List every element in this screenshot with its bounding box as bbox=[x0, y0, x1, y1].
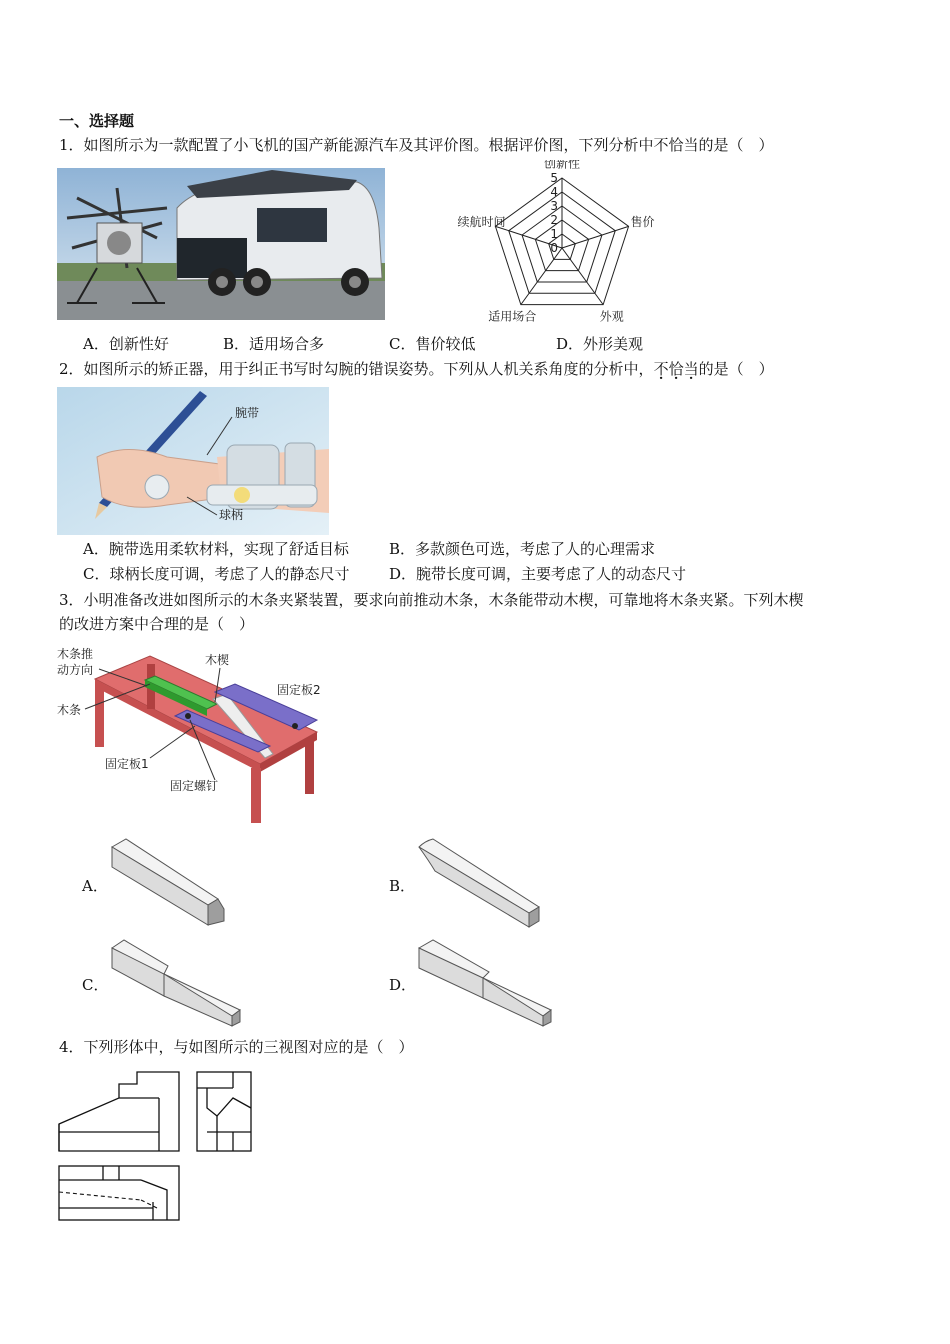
q1-option-a[interactable]: A．创新性好 bbox=[83, 335, 169, 353]
q2-option-c[interactable]: C．球柄长度可调，考虑了人的静态尺寸 bbox=[83, 565, 350, 583]
q3-label-plate-1: 固定板1 bbox=[105, 757, 149, 771]
radar-axis-label: 创新性 bbox=[543, 160, 581, 171]
radar-axis-label: 续航时间 bbox=[457, 214, 506, 229]
q2-stem-pre: 2．如图所示的矫正器，用于纠正书写时勾腕的错误姿势。下列从人机关系角度的分析中， bbox=[59, 360, 654, 378]
three-view-drawing bbox=[57, 1068, 257, 1230]
clamp-device-figure bbox=[55, 644, 330, 830]
radar-axis-label: 外观 bbox=[599, 309, 624, 324]
question-1-stem: 1．如图所示为一款配置了小飞机的国产新能源汽车及其评价图。根据评价图，下列分析中不恰当的是（ ） bbox=[59, 136, 774, 154]
q3-wedge-d[interactable] bbox=[415, 938, 555, 1034]
question-4-stem: 4．下列形体中，与如图所示的三视图对应的是（ ） bbox=[59, 1038, 414, 1056]
q3-option-b[interactable]: B． bbox=[389, 877, 416, 895]
question-2-stem bbox=[59, 359, 774, 379]
car-photo bbox=[57, 168, 385, 324]
q2-label-ball-handle: 球柄 bbox=[219, 508, 244, 522]
q3-label-push-dir-2: 动方向 bbox=[57, 663, 94, 677]
q3-label-screw: 固定螺钉 bbox=[170, 779, 219, 793]
q2-emph-1: 不 bbox=[653, 360, 669, 378]
section-title: 一、选择题 bbox=[59, 112, 135, 130]
q2-option-d[interactable]: D．腕带长度可调，主要考虑了人的动态尺寸 bbox=[389, 565, 687, 583]
q2-stem-post: 的是（ ） bbox=[698, 360, 774, 378]
q3-wedge-a[interactable] bbox=[108, 837, 228, 933]
q3-option-c[interactable]: C． bbox=[82, 976, 109, 994]
radar-scale-label: 1 bbox=[550, 227, 558, 241]
question-3-stem-line1: 3．小明准备改进如图所示的木条夹紧装置，要求向前推动木条，木条能带动木楔，可靠地将木条夹紧。下列木楔 bbox=[59, 591, 804, 609]
q2-label-wristband: 腕带 bbox=[235, 406, 260, 420]
q1-option-b[interactable]: B．适用场合多 bbox=[223, 335, 325, 353]
q3-wedge-b[interactable] bbox=[415, 837, 545, 933]
q2-emph-3: 当 bbox=[683, 360, 699, 378]
q3-wedge-c[interactable] bbox=[108, 938, 243, 1034]
q2-option-a[interactable]: A．腕带选用柔软材料，实现了舒适目标 bbox=[83, 540, 349, 558]
question-3-stem-line2: 的改进方案中合理的是（ ） bbox=[59, 615, 255, 633]
radar-axis-label: 售价 bbox=[630, 214, 655, 229]
q1-option-d[interactable]: D．外形美观 bbox=[556, 335, 644, 353]
q2-emph-2: 恰 bbox=[668, 360, 684, 378]
q1-option-c[interactable]: C．售价较低 bbox=[389, 335, 476, 353]
q2-option-b[interactable]: B．多款颜色可选，考虑了人的心理需求 bbox=[389, 540, 656, 558]
q3-label-wedge: 木楔 bbox=[205, 653, 230, 667]
radar-scale-label: 0 bbox=[550, 241, 558, 255]
radar-chart bbox=[420, 160, 680, 334]
q3-label-wood-strip: 木条 bbox=[57, 703, 82, 717]
radar-scale-label: 3 bbox=[550, 199, 558, 213]
q3-option-d[interactable]: D． bbox=[389, 976, 417, 994]
radar-scale-label: 4 bbox=[550, 185, 558, 199]
q3-label-plate-2: 固定板2 bbox=[277, 683, 321, 697]
q3-option-a[interactable]: A． bbox=[82, 877, 108, 895]
radar-axis-label: 适用场合 bbox=[488, 309, 537, 324]
radar-scale-label: 5 bbox=[550, 171, 558, 185]
corrector-photo bbox=[57, 387, 329, 539]
q3-label-push-dir-1: 木条推 bbox=[57, 647, 94, 661]
radar-scale-label: 2 bbox=[550, 213, 558, 227]
